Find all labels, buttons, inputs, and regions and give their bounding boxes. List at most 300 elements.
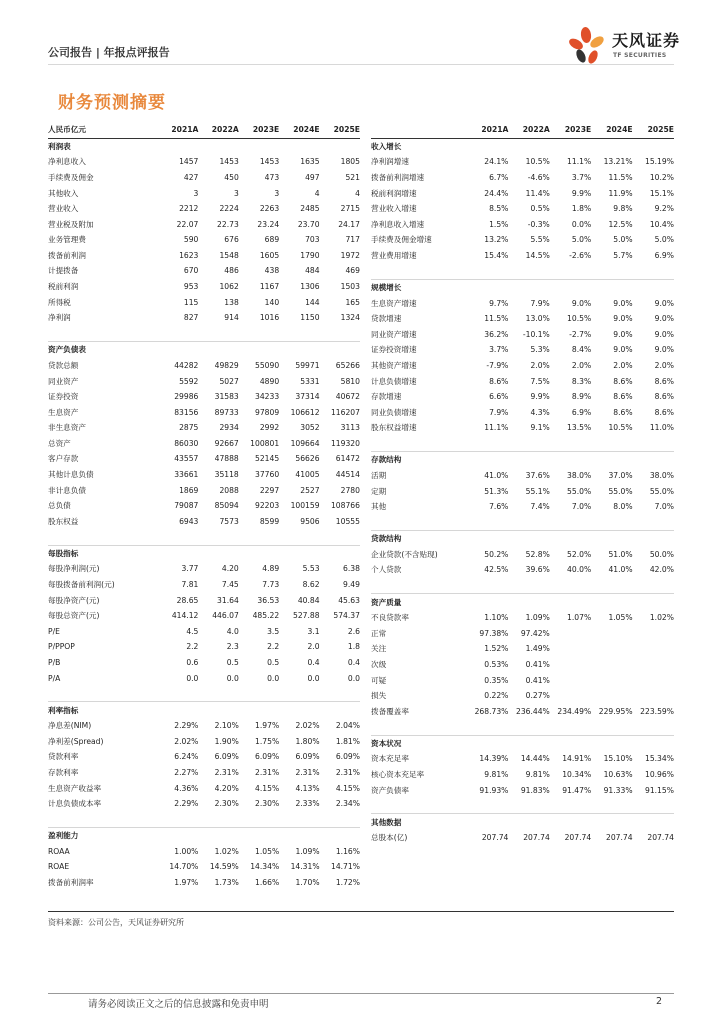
value-cell: 15.10% <box>603 754 633 764</box>
value-cell: 2.29% <box>174 799 199 809</box>
table-row <box>371 342 674 358</box>
table-row <box>48 154 360 170</box>
value-cell: 2780 <box>340 485 360 495</box>
table-row <box>371 672 674 688</box>
value-cell: 0.0 <box>347 673 360 683</box>
value-cell: 116207 <box>330 407 360 417</box>
value-cell: 2.31% <box>214 767 239 777</box>
row-label: 税前利润 <box>48 282 79 292</box>
value-cell: 91.33% <box>603 785 633 795</box>
value-cell: 0.22% <box>484 691 509 701</box>
value-cell: 2.31% <box>335 767 360 777</box>
row-label: 企业贷款(不含贴现) <box>371 549 438 559</box>
value-cell: 484 <box>305 266 320 276</box>
table-row <box>48 670 360 686</box>
table-row <box>48 875 360 891</box>
value-cell: -4.6% <box>527 173 550 183</box>
value-cell: 14.31% <box>290 862 320 872</box>
value-cell: 234.49% <box>557 706 592 716</box>
value-cell: 2715 <box>340 204 360 214</box>
row-label: 每股指标 <box>48 548 79 558</box>
table-section-row <box>371 452 674 468</box>
value-cell: 3.7% <box>489 345 509 355</box>
table-row <box>371 830 674 846</box>
value-cell: 91.15% <box>644 785 674 795</box>
row-label: 股东权益增速 <box>371 423 417 433</box>
row-label: 其他计息负债 <box>48 470 94 479</box>
table-row <box>371 420 674 436</box>
value-cell: 574.37 <box>333 611 360 621</box>
row-label: 营业税及附加 <box>48 219 94 229</box>
value-cell: 97.42% <box>520 628 550 638</box>
value-cell: 1062 <box>219 282 239 292</box>
row-label: 非计息负债 <box>48 485 86 495</box>
table-row <box>48 201 360 217</box>
value-cell: 5.0% <box>654 235 674 245</box>
row-label: P/A <box>48 673 61 683</box>
row-label: 每股拨备前利润(元) <box>48 580 115 590</box>
value-cell: 2.34% <box>335 799 360 809</box>
value-cell: 717 <box>345 235 360 245</box>
value-cell: 8.0% <box>613 502 633 512</box>
row-label: 所得税 <box>48 297 71 307</box>
value-cell: 6.6% <box>489 392 509 402</box>
value-cell: 55090 <box>255 360 280 370</box>
row-label: 计息负债增速 <box>371 376 417 386</box>
value-cell: 0.5 <box>226 657 239 667</box>
value-cell: 89733 <box>214 407 239 417</box>
value-cell: 1.07% <box>567 613 592 623</box>
value-cell: 1.97% <box>255 721 280 731</box>
table-row <box>48 639 360 655</box>
value-cell: 4.15% <box>255 783 280 793</box>
row-label: 总资产 <box>48 438 71 448</box>
row-label: 存款结构 <box>371 455 402 465</box>
table-row <box>48 232 360 248</box>
row-label: 同业资产增速 <box>371 329 417 339</box>
value-cell: 2.0% <box>613 360 633 370</box>
value-cell: 1.52% <box>484 644 509 654</box>
value-cell: 100159 <box>290 501 320 511</box>
value-cell: 91.83% <box>520 785 550 795</box>
row-label: 营业收入增速 <box>371 204 417 214</box>
value-cell: 33661 <box>174 470 199 479</box>
value-cell: 2021A <box>481 125 509 135</box>
value-cell: 473 <box>264 173 280 183</box>
table-row <box>371 703 674 719</box>
row-label: 非生息资产 <box>48 423 86 433</box>
table-row <box>371 216 674 232</box>
value-cell: 2025E <box>333 125 360 135</box>
value-cell: 223.59% <box>640 706 674 716</box>
value-cell: 40.0% <box>567 565 592 575</box>
value-cell: 41.0% <box>484 471 509 480</box>
row-label: 活期 <box>371 471 387 480</box>
value-cell: 47888 <box>214 454 239 464</box>
row-label: 其他收入 <box>48 188 79 198</box>
table-spacer-row <box>371 263 674 280</box>
row-label: 利润表 <box>48 141 71 151</box>
value-cell: 1.09% <box>525 613 550 623</box>
value-cell: 1.00% <box>174 846 199 856</box>
logo-english-text: TF SECURITIES <box>613 52 667 59</box>
value-cell: 1.80% <box>295 736 320 746</box>
table-row <box>48 592 360 608</box>
value-cell: 2.31% <box>255 767 280 777</box>
value-cell: 8.6% <box>613 407 633 417</box>
value-cell: 953 <box>183 282 199 292</box>
value-cell: 44282 <box>174 360 199 370</box>
value-cell: 1.75% <box>255 736 280 746</box>
value-cell: 11.5% <box>484 314 509 324</box>
value-cell: 6.09% <box>214 752 239 762</box>
value-cell: 9.0% <box>613 314 633 324</box>
value-cell: 9.2% <box>654 204 674 214</box>
value-cell: 1.10% <box>484 613 509 623</box>
value-cell: 1457 <box>179 157 199 167</box>
value-cell: 8.6% <box>613 376 633 386</box>
value-cell: 9.81% <box>484 769 509 779</box>
table-spacer-row <box>371 514 674 531</box>
value-cell: 2.2 <box>186 642 199 652</box>
table-row <box>371 201 674 217</box>
value-cell: 2.2 <box>267 642 280 652</box>
value-cell: 6.09% <box>255 752 280 762</box>
value-cell: 1.02% <box>649 613 674 623</box>
row-label: 净利差(Spread) <box>48 736 104 746</box>
value-cell: 13.2% <box>484 235 509 245</box>
value-cell: 1.81% <box>335 736 360 746</box>
value-cell: 5027 <box>219 376 239 386</box>
value-cell: 10.96% <box>644 769 674 779</box>
value-cell: 41005 <box>295 470 320 479</box>
value-cell: 37.0% <box>608 471 633 480</box>
table-row <box>48 404 360 420</box>
value-cell: 5.0% <box>571 235 592 245</box>
table-section-row <box>371 531 674 547</box>
value-cell: 207.74 <box>523 833 550 843</box>
table-section-row <box>371 814 674 830</box>
table-section-row <box>48 139 360 155</box>
table-bottom-rule <box>48 911 674 912</box>
value-cell: 3 <box>233 188 239 198</box>
value-cell: 6.09% <box>295 752 320 762</box>
row-label: 正常 <box>371 628 387 638</box>
row-label: 证券投资 <box>48 392 79 402</box>
value-cell: 7.6% <box>489 502 509 512</box>
value-cell: 2088 <box>219 485 239 495</box>
value-cell: 6.7% <box>489 173 509 183</box>
value-cell: 207.74 <box>564 833 592 843</box>
row-label: 其他 <box>371 502 387 512</box>
row-label: 资产负债表 <box>48 345 86 355</box>
value-cell: 827 <box>183 313 199 323</box>
value-cell: 676 <box>224 235 239 245</box>
value-cell: 14.70% <box>169 862 199 872</box>
value-cell: 85094 <box>214 501 239 511</box>
value-cell: 450 <box>224 173 239 183</box>
table-row <box>371 248 674 264</box>
value-cell: 55.0% <box>608 486 633 496</box>
value-cell: 2.0% <box>654 360 674 370</box>
value-cell: 49829 <box>214 360 239 370</box>
value-cell: 207.74 <box>647 833 674 843</box>
table-row <box>48 216 360 232</box>
row-label: 利率指标 <box>48 705 79 715</box>
value-cell: 236.44% <box>515 706 550 716</box>
report-breadcrumb: 公司报告 | 年报点评报告 <box>48 46 170 59</box>
value-cell: 51.0% <box>608 549 633 559</box>
table-row <box>48 780 360 796</box>
value-cell: 14.91% <box>562 754 592 764</box>
table-row <box>48 844 360 860</box>
value-cell: 61472 <box>335 454 360 464</box>
value-cell: 15.34% <box>644 754 674 764</box>
value-cell: 92667 <box>214 438 239 448</box>
value-cell: 1306 <box>300 282 320 292</box>
value-cell: 144 <box>305 297 320 307</box>
value-cell: 8.6% <box>654 392 674 402</box>
table-row <box>371 782 674 798</box>
value-cell: 15.4% <box>484 250 509 260</box>
value-cell: 1.16% <box>335 846 360 856</box>
value-cell: 119320 <box>330 438 360 448</box>
row-label: 每股总资产(元) <box>48 611 100 621</box>
table-row <box>48 248 360 264</box>
row-label: 关注 <box>371 644 387 654</box>
value-cell: 2.10% <box>214 721 239 731</box>
row-label: 其他数据 <box>371 817 402 827</box>
value-cell: 2.0% <box>571 360 592 370</box>
value-cell: 1.8 <box>347 642 360 652</box>
row-label: 计提拨备 <box>48 266 79 276</box>
value-cell: 115 <box>183 297 199 307</box>
table-spacer-row <box>371 798 674 815</box>
value-cell: 0.4 <box>347 657 360 667</box>
value-cell: 14.59% <box>209 862 239 872</box>
value-cell: 109664 <box>290 438 320 448</box>
table-row <box>48 513 360 529</box>
table-row <box>371 358 674 374</box>
row-label: 存款利率 <box>48 767 79 777</box>
value-cell: 22.07 <box>176 219 199 229</box>
table-row <box>48 451 360 467</box>
value-cell: 5331 <box>300 376 320 386</box>
value-cell: 35118 <box>214 470 239 479</box>
value-cell: 590 <box>183 235 199 245</box>
value-cell: 0.0 <box>307 673 320 683</box>
value-cell: 2.29% <box>174 721 199 731</box>
value-cell: 3.1 <box>307 626 320 636</box>
value-cell: 138 <box>224 297 239 307</box>
value-cell: 8.9% <box>571 392 592 402</box>
value-cell: 8.6% <box>654 376 674 386</box>
value-cell: 42.5% <box>484 565 509 575</box>
value-cell: 36.2% <box>484 329 509 339</box>
value-cell: 207.74 <box>605 833 633 843</box>
value-cell: 83156 <box>174 407 199 417</box>
value-cell: 59971 <box>295 360 320 370</box>
value-cell: 438 <box>264 266 280 276</box>
value-cell: 9.0% <box>654 345 674 355</box>
value-cell: 10.5% <box>608 423 633 433</box>
value-cell: 1.02% <box>214 846 239 856</box>
table-row <box>48 561 360 577</box>
row-label: 业务管理费 <box>48 235 86 245</box>
value-cell: 13.21% <box>603 157 633 167</box>
value-cell: 3.77 <box>181 564 199 574</box>
row-label: 其他资产增速 <box>371 360 417 370</box>
table-row <box>48 577 360 593</box>
value-cell: 14.39% <box>479 754 509 764</box>
value-cell: 31583 <box>214 392 239 402</box>
value-cell: 2297 <box>259 485 280 495</box>
row-label: 净利息收入 <box>48 157 86 167</box>
row-label: 同业负债增速 <box>371 407 417 417</box>
value-cell: 0.41% <box>525 675 550 685</box>
table-row <box>371 295 674 311</box>
table-section-row <box>371 594 674 610</box>
value-cell: 15.1% <box>649 188 674 198</box>
value-cell: 0.6 <box>186 657 199 667</box>
value-cell: 2.0 <box>307 642 320 652</box>
value-cell: 2527 <box>300 485 320 495</box>
value-cell: 14.34% <box>250 862 280 872</box>
value-cell: 2263 <box>259 204 280 214</box>
table-row <box>371 657 674 673</box>
row-label: 每股净利润(元) <box>48 564 100 574</box>
value-cell: 11.1% <box>484 423 509 433</box>
value-cell: 3.7% <box>571 173 592 183</box>
value-cell: 3 <box>274 188 280 198</box>
value-cell: 527.88 <box>292 611 320 621</box>
row-label: 个人贷款 <box>371 565 402 575</box>
value-cell: 4 <box>355 188 360 198</box>
table-row <box>48 467 360 483</box>
row-label: 生息资产增速 <box>371 298 417 308</box>
value-cell: 29986 <box>174 392 199 402</box>
value-cell: 31.64 <box>217 595 239 605</box>
row-label: ROAA <box>48 846 70 856</box>
value-cell: 14.44% <box>520 754 550 764</box>
table-section-row <box>48 342 360 358</box>
value-cell: 1324 <box>340 313 360 323</box>
row-label: 次级 <box>371 659 387 669</box>
value-cell: 4.36% <box>174 783 199 793</box>
value-cell: 2023E <box>252 125 280 135</box>
value-cell: 8.3% <box>571 376 592 386</box>
table-section-row <box>48 546 360 562</box>
value-cell: 2.02% <box>174 736 199 746</box>
value-cell: 0.0 <box>186 673 199 683</box>
row-label: P/B <box>48 657 61 667</box>
row-label: 贷款结构 <box>371 534 402 544</box>
value-cell: 1635 <box>300 157 320 167</box>
value-cell: 497 <box>305 173 320 183</box>
value-cell: 4.13% <box>295 783 320 793</box>
table-spacer-row <box>371 436 674 453</box>
value-cell: 5.53 <box>302 564 320 574</box>
value-cell: 9.8% <box>613 204 633 214</box>
row-label: 净利润增速 <box>371 157 409 167</box>
row-label: 不良贷款率 <box>371 613 409 623</box>
row-label: 总股本(亿) <box>371 833 408 843</box>
value-cell: 1.05% <box>608 613 633 623</box>
table-header-row <box>371 122 674 139</box>
value-cell: 2.31% <box>295 767 320 777</box>
table-row <box>371 327 674 343</box>
value-cell: 9.1% <box>530 423 550 433</box>
value-cell: 6.9% <box>571 407 592 417</box>
value-cell: 97809 <box>255 407 280 417</box>
value-cell: 7.9% <box>489 407 509 417</box>
value-cell: 140 <box>264 297 280 307</box>
value-cell: 4890 <box>259 376 280 386</box>
table-spacer-row <box>48 811 360 828</box>
table-spacer-row <box>48 686 360 703</box>
table-row <box>48 294 360 310</box>
row-label: 可疑 <box>371 675 387 685</box>
value-cell: 7.5% <box>530 376 550 386</box>
table-row <box>371 751 674 767</box>
value-cell: 0.35% <box>484 675 509 685</box>
value-cell: -2.7% <box>569 329 592 339</box>
value-cell: 6.24% <box>174 752 199 762</box>
value-cell: 34233 <box>255 392 280 402</box>
value-cell: 268.73% <box>474 706 509 716</box>
value-cell: 2025E <box>647 125 674 135</box>
page-number: 2 <box>656 996 663 1007</box>
value-cell: 5810 <box>340 376 360 386</box>
logo-chinese-text: 天风证券 <box>612 31 681 50</box>
value-cell: 52.0% <box>567 549 592 559</box>
table-row <box>48 279 360 295</box>
value-cell: 44514 <box>335 470 360 479</box>
value-cell: 50.2% <box>484 549 509 559</box>
value-cell: 4.89 <box>262 564 280 574</box>
row-label: 营业费用增速 <box>371 250 417 260</box>
value-cell: 2022A <box>522 125 550 135</box>
table-spacer-row <box>371 578 674 595</box>
table-row <box>48 310 360 326</box>
value-cell: 0.4 <box>307 657 320 667</box>
table-spacer-row <box>371 719 674 736</box>
table-row <box>48 358 360 374</box>
value-cell: 55.1% <box>525 486 550 496</box>
value-cell: 86030 <box>174 438 199 448</box>
value-cell: 3 <box>193 188 199 198</box>
value-cell: 2.30% <box>255 799 280 809</box>
value-cell: 7.0% <box>654 502 674 512</box>
value-cell: 0.5% <box>530 204 550 214</box>
row-label: 拨备前利润 <box>48 250 86 260</box>
table-row <box>371 404 674 420</box>
row-label: 资产负债率 <box>371 785 409 795</box>
value-cell: 5.0% <box>613 235 633 245</box>
value-cell: 7.0% <box>571 502 592 512</box>
value-cell: 1167 <box>259 282 280 292</box>
value-cell: 9.0% <box>613 329 633 339</box>
value-cell: 11.1% <box>567 157 592 167</box>
value-cell: 2022A <box>211 125 239 135</box>
row-label: 规模增长 <box>371 283 402 293</box>
value-cell: 40672 <box>335 392 360 402</box>
value-cell: 55.0% <box>649 486 674 496</box>
value-cell: 37.6% <box>525 471 550 480</box>
value-cell: 9.9% <box>571 188 592 198</box>
value-cell: 5.3% <box>530 345 550 355</box>
table-row <box>371 389 674 405</box>
